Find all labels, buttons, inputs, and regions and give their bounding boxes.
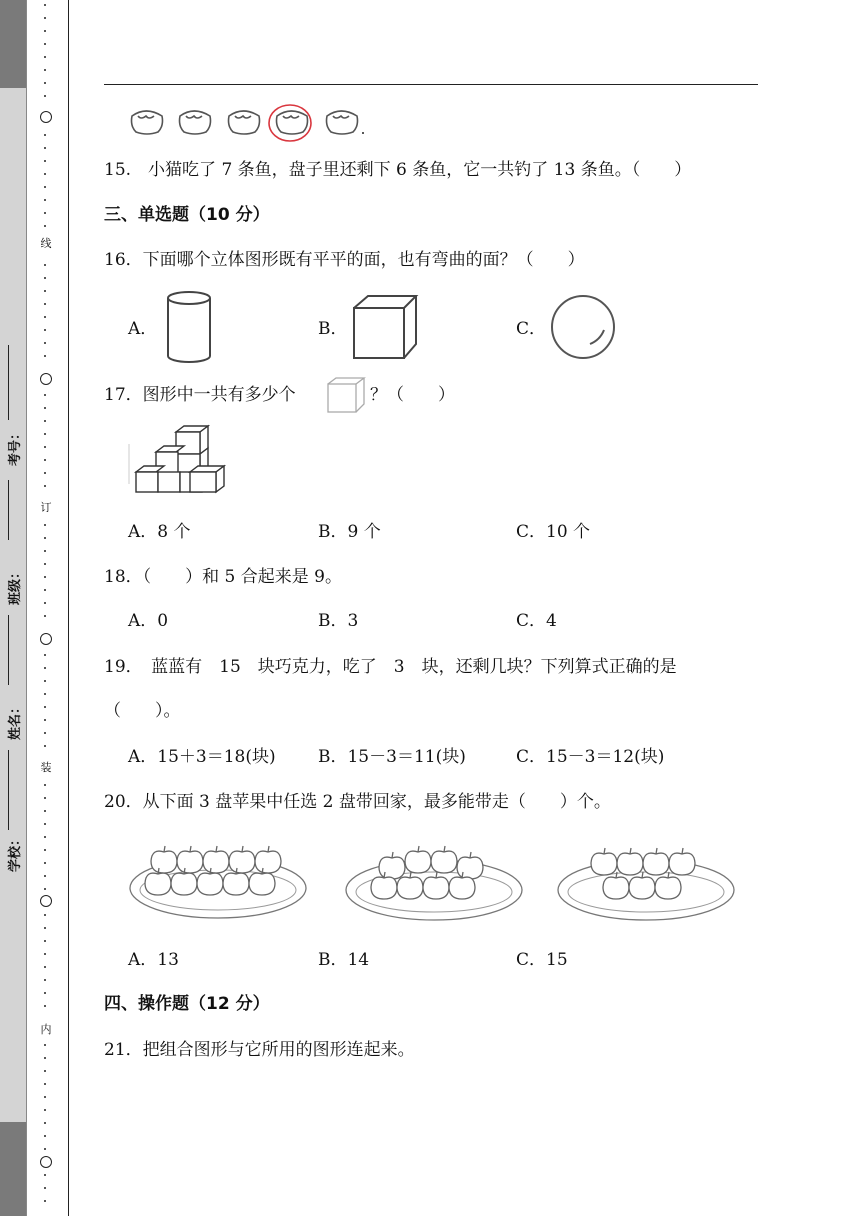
- seal-line: [40, 0, 52, 1216]
- seal-dot: [44, 316, 46, 318]
- seal-dot: [44, 1200, 46, 1202]
- seal-dot: [44, 953, 46, 955]
- cube-stack-figure: [128, 424, 232, 498]
- seal-circle-icon: [40, 373, 52, 385]
- seal-dot: [44, 160, 46, 162]
- seal-dot: [44, 30, 46, 32]
- q18-option-c[interactable]: C．4: [516, 611, 557, 631]
- seal-dot: [44, 719, 46, 721]
- seal-dot: [44, 1083, 46, 1085]
- seal-dot: [44, 1135, 46, 1137]
- seal-dot: [44, 1044, 46, 1046]
- seal-dot: [44, 1096, 46, 1098]
- cube-icon: [352, 294, 420, 360]
- seal-dot: [44, 303, 46, 305]
- seal-dot: [44, 17, 46, 19]
- seal-mark-xian: 线: [40, 237, 52, 250]
- name-label: 姓名：: [8, 700, 23, 740]
- bun-icon: [277, 111, 308, 134]
- seal-dot: [44, 550, 46, 552]
- seal-dot: [44, 693, 46, 695]
- question-20-stem: 20．从下面 3 盘苹果中任选 2 盘带回家，最多能带走（ ）个。: [104, 792, 611, 812]
- seal-dot: [44, 186, 46, 188]
- seal-circle-icon: [40, 633, 52, 645]
- section-4-title: 四、操作题（12 分）: [104, 994, 270, 1014]
- question-16-stem: 16．下面哪个立体图形既有平平的面，也有弯曲的面？（ ）: [104, 250, 585, 270]
- seal-dot: [44, 888, 46, 890]
- seal-dot: [44, 589, 46, 591]
- class-label: 班级：: [8, 565, 23, 605]
- student-info-labels: [0, 0, 26, 1216]
- seal-dot: [44, 836, 46, 838]
- section-3-title: 三、单选题（10 分）: [104, 205, 270, 225]
- seal-dot: [44, 277, 46, 279]
- question-21: 21．把组合图形与它所用的图形连起来。: [104, 1040, 415, 1060]
- seal-dot: [44, 706, 46, 708]
- question-15: 15. 小猫吃了 7 条鱼，盘子里还剩下 6 条鱼，它一共钓了 13 条鱼。（ ）: [104, 160, 692, 180]
- seal-dot: [44, 524, 46, 526]
- seal-mark-nei: 内: [40, 1023, 52, 1036]
- q19-option-c[interactable]: C．15－3＝12(块): [516, 747, 665, 767]
- q17-option-b[interactable]: B．9 个: [318, 522, 381, 542]
- seal-dot: [44, 563, 46, 565]
- seal-dot: [44, 1109, 46, 1111]
- q20-option-c[interactable]: C．15: [516, 950, 568, 970]
- seal-dot: [44, 745, 46, 747]
- seal-dot: [44, 1122, 46, 1124]
- q17-option-c[interactable]: C．10 个: [516, 522, 591, 542]
- question-19-stem-line2: （ ）。: [104, 701, 181, 721]
- seal-dot: [44, 680, 46, 682]
- seal-dot: [44, 225, 46, 227]
- apple-plate-1: [130, 846, 306, 918]
- q18-option-b[interactable]: B．3: [318, 611, 359, 631]
- seal-dot: [44, 602, 46, 604]
- seal-dot: [44, 992, 46, 994]
- q19-option-a[interactable]: A．15＋3＝18(块): [128, 747, 276, 767]
- seal-dot: [44, 875, 46, 877]
- seal-dot: [44, 654, 46, 656]
- seal-dot: [44, 862, 46, 864]
- seal-dot: [44, 199, 46, 201]
- apple-plate-2: [346, 846, 522, 920]
- seal-dot: [44, 1005, 46, 1007]
- seal-dot: [44, 290, 46, 292]
- seal-mark-zhuang: 装: [40, 761, 52, 774]
- seal-dot: [44, 966, 46, 968]
- q16-option-a[interactable]: A．: [128, 319, 158, 339]
- question-17-stem-post: ？（ ）: [370, 385, 455, 405]
- seal-dot: [44, 472, 46, 474]
- seal-dot: [44, 173, 46, 175]
- seal-dot: [44, 1070, 46, 1072]
- header-rule: [104, 84, 758, 85]
- school-label: 学校：: [8, 832, 23, 872]
- seal-dot: [44, 797, 46, 799]
- sphere-icon: [550, 294, 618, 362]
- seal-dot: [44, 69, 46, 71]
- q19-option-b[interactable]: B．15－3＝11(块): [318, 747, 466, 767]
- seal-dot: [44, 485, 46, 487]
- seal-circle-icon: [40, 895, 52, 907]
- seal-dot: [44, 95, 46, 97]
- q16-option-c[interactable]: C．: [516, 319, 547, 339]
- seal-dot: [44, 576, 46, 578]
- seal-circle-icon: [40, 1156, 52, 1168]
- question-19-stem-line1: 19． 蓝蓝有 15 块巧克力，吃了 3 块，还剩几块？下列算式正确的是: [104, 657, 677, 677]
- q17-option-a[interactable]: A．8 个: [128, 522, 191, 542]
- seal-dot: [44, 849, 46, 851]
- seal-dot: [44, 342, 46, 344]
- exam-no-label: 考号：: [8, 426, 23, 466]
- seal-dot: [44, 615, 46, 617]
- seal-dot: [44, 147, 46, 149]
- apple-plate-3: [558, 848, 734, 920]
- seal-dot: [44, 355, 46, 357]
- bun-icon: [180, 111, 211, 134]
- fold-line: [68, 0, 69, 1216]
- seal-dot: [44, 1174, 46, 1176]
- bun-icon: [229, 111, 260, 134]
- seal-dot: [44, 1057, 46, 1059]
- q18-option-a[interactable]: A．0: [128, 611, 169, 631]
- seal-dot: [44, 394, 46, 396]
- seal-dot: [44, 823, 46, 825]
- small-cube-icon: [326, 376, 368, 414]
- seal-circle-icon: [40, 111, 52, 123]
- seal-dot: [44, 537, 46, 539]
- seal-dot: [44, 927, 46, 929]
- seal-dot: [44, 433, 46, 435]
- seal-dot: [44, 1148, 46, 1150]
- seal-dot: [44, 407, 46, 409]
- q14-figure: [128, 104, 368, 144]
- seal-dot: [44, 784, 46, 786]
- seal-dot: [44, 810, 46, 812]
- seal-dot: [44, 212, 46, 214]
- seal-dot: [44, 1187, 46, 1189]
- apple-plates-figure: [128, 840, 728, 926]
- binding-strip-edge: [26, 0, 27, 1216]
- bun-icon: [327, 111, 358, 134]
- seal-dot: [44, 914, 46, 916]
- question-17-stem-pre: 17．图形中一共有多少个: [104, 385, 296, 405]
- school-line: [8, 750, 9, 830]
- exam-no-line: [8, 345, 9, 420]
- class-line: [8, 480, 9, 540]
- seal-dot: [44, 329, 46, 331]
- q20-option-a[interactable]: A．13: [128, 950, 179, 970]
- seal-dot: [44, 134, 46, 136]
- seal-mark-ding: 订: [40, 501, 52, 514]
- seal-dot: [44, 979, 46, 981]
- seal-dot: [44, 940, 46, 942]
- seal-dot: [44, 82, 46, 84]
- seal-dot: [44, 43, 46, 45]
- seal-dot: [44, 4, 46, 6]
- seal-dot: [44, 56, 46, 58]
- q16-option-b[interactable]: B．: [318, 319, 348, 339]
- bun-icon: [132, 111, 163, 134]
- question-18-stem: 18．（ ）和 5 合起来是 9。: [104, 567, 342, 587]
- cylinder-icon: [164, 290, 214, 366]
- seal-dot: [44, 732, 46, 734]
- name-line: [8, 615, 9, 685]
- seal-dot: [44, 459, 46, 461]
- seal-dot: [44, 420, 46, 422]
- seal-dot: [44, 446, 46, 448]
- seal-dot: [44, 667, 46, 669]
- seal-dot: [44, 264, 46, 266]
- q20-option-b[interactable]: B．14: [318, 950, 370, 970]
